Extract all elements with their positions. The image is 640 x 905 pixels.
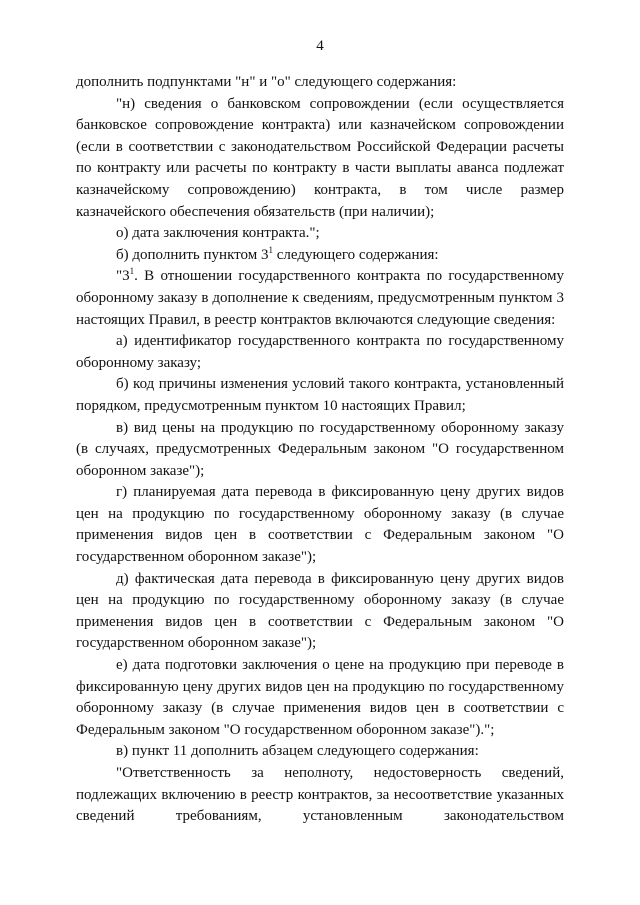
superscript: 1 (129, 266, 135, 277)
paragraph: "н) сведения о банковском сопровождении (если осуществляется банковское сопровождение контракта) или казначейском сопровождении (если в соответствии с законодательством Российской Федерации расчеты по контракту или расчеты по контракту в части выплаты аванса подлежат казначейскому сопровождению) контракта, в том числе размер казначейского обеспечения обязательств (при наличии); (76, 95, 564, 220)
paragraph: г) планируемая дата перевода в фиксированную цену других видов цен на продукцию по государственному оборонному заказу (в случае применения видов цен в соответствии с Федеральным законом "О государственном оборонном заказе"); (76, 484, 564, 566)
paragraph: а) идентификатор государственного контракта по государственному оборонному заказу; (76, 333, 564, 371)
paragraph: д) фактическая дата перевода в фиксированную цену других видов цен на продукцию по государственному оборонному заказу (в случае применения видов цен в соответствии с Федеральным законом "О государственном оборонном заказе"); (76, 570, 564, 652)
document-body (76, 72, 564, 828)
paragraph: "$3^1$. В отношении государственного контракта по государственному оборонному заказу в дополнение к сведениям, предусмотренным пунктом 3 настоящих Правил, в реестр контрактов включаются следующие сведения: (76, 266, 564, 328)
paragraph: в) пункт 11 дополнить абзацем следующего содержания: (116, 743, 479, 760)
paragraph: дополнить подпунктами "н" и "о" следующего содержания: (76, 74, 457, 90)
page-number: 4 (316, 38, 324, 54)
paragraph: о) дата заключения контракта."; (116, 225, 320, 242)
paragraph: б) дополнить пунктом $3^1$ следующего содержания: (116, 244, 439, 263)
paragraph: "Ответственность за неполноту, недостоверность сведений, подлежащих включению в реестр контрактов, за несоответствие указанных сведений требованиям, установленным законодательством (76, 765, 564, 825)
paragraph: в) вид цены на продукцию по государственному оборонному заказу (в случаях, предусмотренных Федеральным законом "О государственном оборонном заказе"); (76, 419, 564, 479)
paragraph: б) код причины изменения условий такого контракта, установленный порядком, предусмотренным пунктом 10 настоящих Правил; (76, 376, 564, 414)
paragraph: е) дата подготовки заключения о цене на продукцию при переводе в фиксированную цену других видов цен на продукцию по государственному оборонному заказу (в случае применения видов цен в соответствии с Федеральным законом "О государственном оборонном заказе")."; (76, 657, 564, 738)
superscript: 1 (268, 244, 273, 255)
